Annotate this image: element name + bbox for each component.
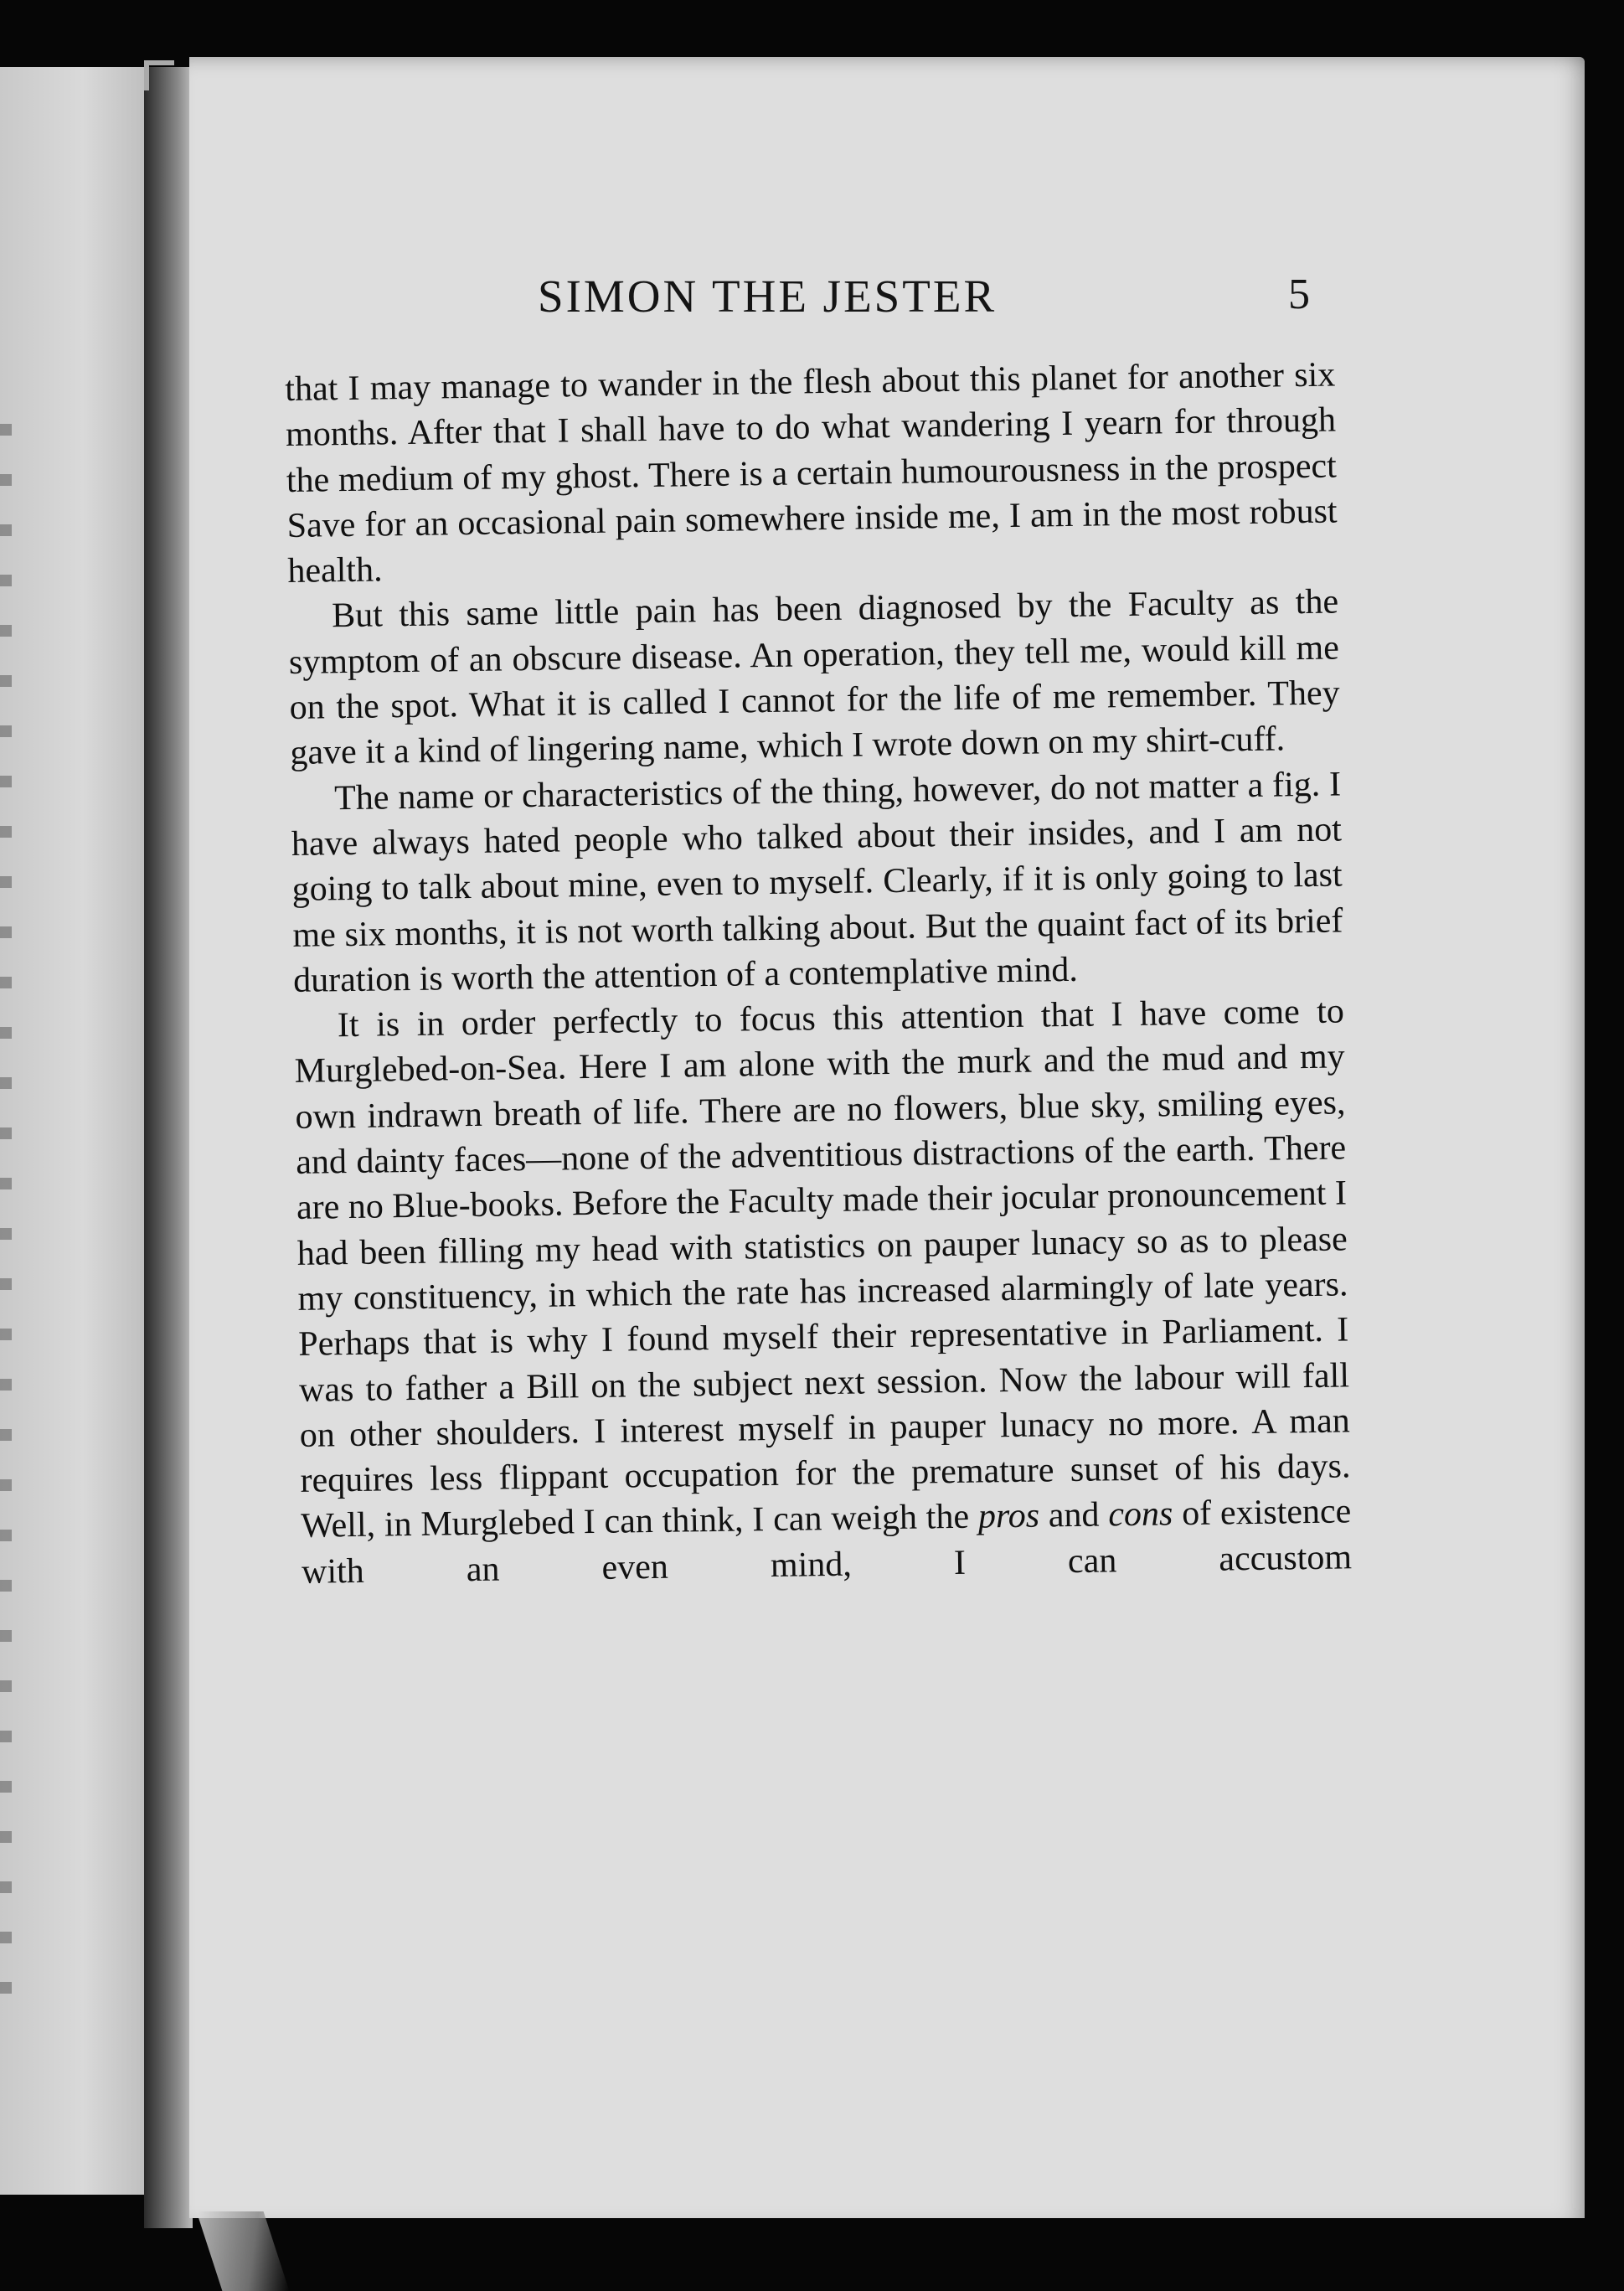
paragraph-4-conjunction: and xyxy=(1048,1495,1100,1535)
running-title: SIMON THE JESTER xyxy=(538,271,998,322)
paragraph-1: that I may manage to wander in the flesh about this planet for another six months. After that I shall have to do what wandering I yearn for through the medium of my ghost. There is a certain humourousness in the prospect Save for an occasional pain somewhere inside me, I am in the most robust health. xyxy=(285,355,1338,591)
paragraph-2: But this same little pain has been diagnosed by the Faculty as the symptom of an obscure disease. An operation, they tell me, would kill me on the spot. What it is called I cannot for the life of me remember. They gave it a kind of lingering name, which I wrote down on my shirt-cuff. xyxy=(288,582,1340,773)
book-gutter xyxy=(144,67,193,2228)
running-header xyxy=(189,270,1310,337)
paragraph-3: The name or characteristics of the thing, however, do not matter a fig. I have always hated people who talked about their insides, and I am not going to talk about mine, even to myself. Clearly, if it is only going to last me six months, it is not worth talking about. But the quaint fact of its brief duration is worth the attention of a contemplative mind. xyxy=(291,765,1343,1000)
paragraph-4-ending: of existence with an even mind, I can accustom xyxy=(301,1492,1353,1592)
facing-page-text-fragments xyxy=(0,385,12,2027)
scan-glare xyxy=(197,2211,290,2291)
italic-word-pros: pros xyxy=(977,1496,1040,1536)
paragraph-4 xyxy=(294,989,1353,1595)
book-page xyxy=(189,57,1585,2218)
page-number: 5 xyxy=(1288,271,1310,318)
italic-word-cons: cons xyxy=(1108,1494,1173,1535)
facing-page-edge xyxy=(0,67,151,2195)
body-text xyxy=(285,352,1352,1594)
scan-corner-mark xyxy=(144,60,174,90)
paragraph-4-text: It is in order perfectly to focus this attention that I have come to Murglebed-on-Sea. Here I am alone with the murk and the mud and my own indrawn breath of life. There are no flowers, blue sky, smiling eyes, and dainty faces—none of the adventitious distractions of the earth. There are no Blue-books. Before the Faculty made their jocular pronouncement I had been filling my head with statistics on pauper lunacy so as to please my constituency, in which the rate has increased alarmingly of late years. Perhaps that is why I found myself their representative in Parliament. I was to father a Bill on the subject next session. Now the labour will fall on other shoulders. I interest myself in pauper lunacy no more. A man requires less flippant occupation for the premature sunset of his days. Well, in Murglebed I can think, I can weigh the xyxy=(294,992,1351,1546)
